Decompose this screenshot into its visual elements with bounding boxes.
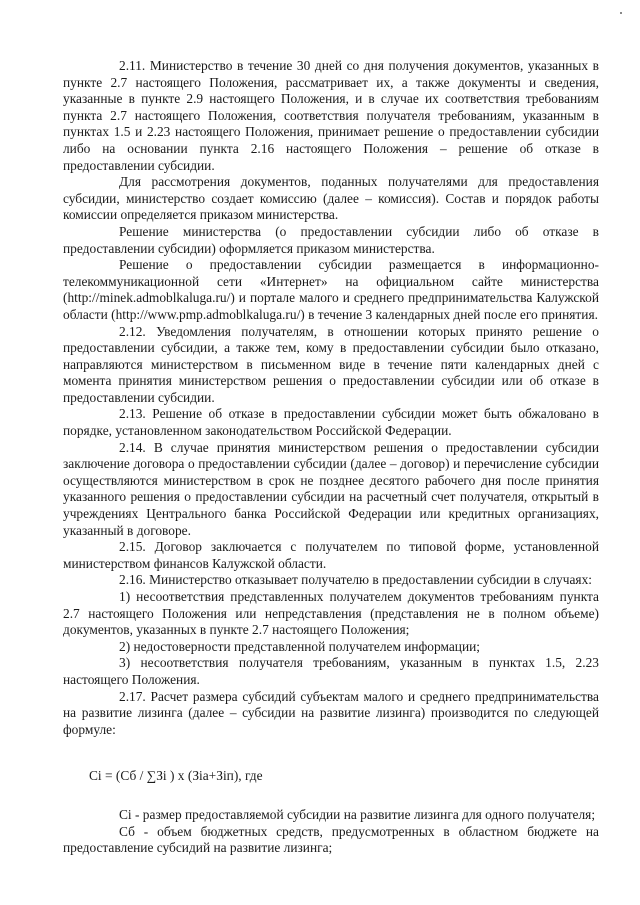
subsidy-formula: Ci = (Сб / ∑Зi ) x (Зiа+Зiп), где [89,768,263,784]
refusal-case-3: 3) несоответствия получателя требованиям, указанным в пунктах 1.5, 2.23 настоящего Положения. [63,655,599,687]
paragraph-2-12: 2.12. Уведомления получателям, в отношении которых принято решение о предоставлении субсидии, а также тем, кому в предоставлении субсидии было отказано, направляются министерством в письменном виде в течение пяти календарных дней с момента принятия министерством решения о предоставлении субсидии или об отказе в предоставлении субсидии. [63,323,599,405]
paragraph-2-17: 2.17. Расчет размера субсидий субъектам малого и среднего предпринимательства на развитие лизинга (далее – субсидии на развитие лизинга) производится по следующей формуле: [63,688,599,737]
refusal-case-2: 2) недостоверности представленной получателем информации; [119,638,481,654]
scan-speck [620,12,622,14]
document-page [63,58,599,857]
paragraph-decision-order: Решение министерства (о предоставлении субсидии либо об отказе в предоставлении субсидии) оформляется приказом министерства. [63,223,599,256]
paragraph-2-11: 2.11. Министерство в течение 30 дней со дня получения документов, указанных в пункте 2.7 настоящего Положения, рассматривает их, а также документы и сведения, указанные в пункте 2.9 настоящего Положения, и в случае их соответствия требованиям пункта 2.7 настоящего Положения, соответствия получателя требованиям, указанным в пунктах 1.5 и 2.23 настоящего Положения, принимает решение о предоставлении субсидии либо на основании пункта 2.16 настоящего Положения – решение об отказе в предоставлении субсидии. [63,58,599,173]
paragraph-2-15: 2.15. Договор заключается с получателем по типовой форме, установленной министерством финансов Калужской области. [63,539,599,571]
paragraph-decision-publication: Решение о предоставлении субсидии размещается в информационно-телекоммуникационной сети «Интернет» на официальном сайте министерства (http://minek.admoblkaluga.ru/) и портале малого и среднего предпринимательства Калужской области (http://www.pmp.admoblkaluga.ru/) в течение 3 календарных дней после его принятия. [63,257,599,322]
paragraph-2-13: 2.13. Решение об отказе в предоставлении субсидии может быть обжаловано в порядке, установленном законодательством Российской Федерации. [63,406,599,439]
definition-ci: Ci - размер предоставляемой субсидии на развитие лизинга для одного получателя; [119,806,596,822]
definition-sb: Сб - объем бюджетных средств, предусмотренных в областном бюджете на предоставление субсидий на развитие лизинга; [63,823,599,856]
paragraph-2-16: 2.16. Министерство отказывает получателю в предоставлении субсидии в случаях: [119,572,592,588]
paragraph-commission: Для рассмотрения документов, поданных получателями для предоставления субсидии, министерство создает комиссию (далее – комиссия). Состав и порядок работы комиссии определяется приказом министерства. [63,174,599,223]
paragraph-2-14: 2.14. В случае принятия министерством решения о предоставлении субсидии заключение договора о предоставлении субсидии (далее – договор) и перечисление субсидии осуществляются министерством в срок не позднее десятого рабочего дня после принятия указанного решения о предоставлении субсидии на расчетный счет получателя, открытый в учреждениях Центрального банка Российской Федерации или кредитных организациях, указанный в договоре. [63,439,599,538]
refusal-case-1: 1) несоответствия представленных получателем документов требованиям пункта 2.7 настоящего Положения или непредставления (представления не в полном объеме) документов, указанных в пункте 2.7 настоящего Положения; [63,589,599,638]
